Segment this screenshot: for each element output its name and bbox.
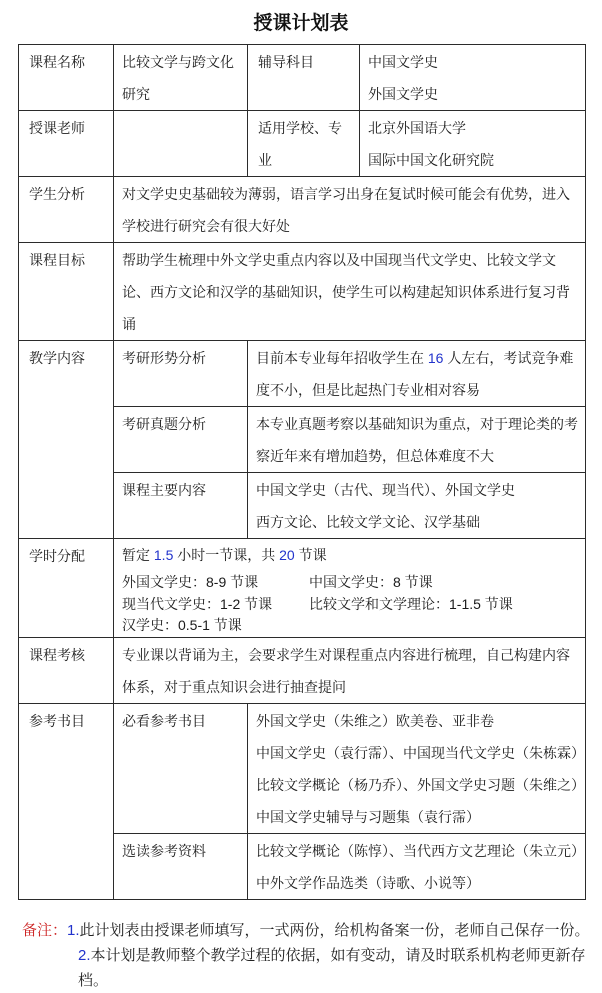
note-2-number: 2. [78, 946, 91, 964]
notes-label: 备注： [22, 921, 68, 939]
teacher-label: 授课老师 [19, 111, 114, 177]
course-goal-label: 课程目标 [19, 243, 114, 341]
hours-item [309, 615, 581, 637]
must-read-label: 必看参考书目 [114, 703, 248, 833]
teaching-plan-table [18, 44, 586, 900]
optional-read-label: 选读参考资料 [114, 833, 248, 899]
row-course-goal [19, 243, 586, 341]
page-title: 授课计划表 [253, 13, 349, 34]
must-read-value: 外国文学史（朱维之）欧美卷、亚非卷 中国文学史（袁行霈）、中国现当代文学史（朱栋霖） 比较文学概论（杨乃乔）、外国文学史习题（朱维之） 中国文学史辅导与习题集（袁行霈） [248, 703, 586, 833]
student-analysis-value: 对文学史史基础较为薄弱，语言学习出身在复试时候可能会有优势，进入学校进行研究会有很大好处 [114, 177, 586, 243]
hours-item: 比较文学和文学理论：1-1.5 节课 [309, 595, 513, 612]
school-label: 适用学校、专业 [248, 111, 360, 177]
hours-pair-1 [122, 572, 581, 594]
student-analysis-label: 学生分析 [19, 177, 114, 243]
assessment-label: 课程考核 [19, 637, 114, 703]
row-references-1 [19, 703, 586, 833]
row-teaching-content-1 [19, 341, 586, 407]
hours-value [114, 539, 586, 638]
exam-questions-label: 考研真题分析 [114, 407, 248, 473]
note-1-text: 此计划表由授课老师填写，一式两份，给机构备案一份，老师自己保存一份。 [79, 921, 590, 939]
main-content-value: 中国文学史（古代、现当代）、外国文学史 西方文论、比较文学文论、汉学基础 [248, 473, 586, 539]
hours-item: 汉学史：0.5-1 节课 [122, 617, 242, 633]
main-content-label: 课程主要内容 [114, 473, 248, 539]
teaching-content-label: 教学内容 [19, 341, 114, 539]
note-1-number: 1. [67, 921, 80, 939]
row-assessment [19, 637, 586, 703]
note-line-2 [22, 943, 602, 993]
hours-label: 学时分配 [19, 539, 114, 638]
hours-intro: 暂定 1.5 小时一节课，共 20 节课 [122, 547, 327, 563]
exam-questions-value: 本专业真题考察以基础知识为重点，对于理论类的考察近年来有增加趋势，但总体难度不大 [248, 407, 586, 473]
course-goal-value: 帮助学生梳理中外文学史重点内容以及中国现当代文学史、比较文学文论、西方文论和汉学的基础知识，使学生可以构建起知识体系进行复习背诵 [114, 243, 586, 341]
tutoring-subjects-value: 中国文学史 外国文学史 [360, 45, 586, 111]
references-label: 参考书目 [19, 703, 114, 899]
school-value: 北京外国语大学 国际中国文化研究院 [360, 111, 586, 177]
course-name-label: 课程名称 [19, 45, 114, 111]
note-2-text: 本计划是教师整个教学过程的依据，如有变动，请及时联系机构老师更新存档。 [78, 946, 586, 989]
optional-read-value: 比较文学概论（陈惇）、当代西方文艺理论（朱立元） 中外文学作品选类（诗歌、小说等） [248, 833, 586, 899]
row-course-name [19, 45, 586, 111]
hours-item: 中国文学史：8 节课 [309, 574, 433, 590]
hours-pair-3 [122, 615, 581, 637]
tutoring-subjects-label: 辅导科目 [248, 45, 360, 111]
row-student-analysis [19, 177, 586, 243]
hours-item: 外国文学史：8-9 节课 [122, 574, 259, 590]
note-line-1 [22, 918, 602, 943]
hours-pair-2 [122, 594, 581, 616]
hours-item: 现当代文学史：1-2 节课 [122, 595, 273, 612]
row-hours [19, 539, 586, 638]
row-teacher [19, 111, 586, 177]
exam-situation-label: 考研形势分析 [114, 341, 248, 407]
footer-notes [22, 918, 602, 993]
exam-situation-value: 目前本专业每年招收学生在 16 人左右，考试竞争难度不小，但是比起热门专业相对容易 [248, 341, 586, 407]
teacher-value [114, 111, 248, 177]
course-name-value: 比较文学与跨文化研究 [114, 45, 248, 111]
assessment-value: 专业课以背诵为主，会要求学生对课程重点内容进行梳理，自己构建内容体系，对于重点知识会进行抽查提问 [114, 637, 586, 703]
